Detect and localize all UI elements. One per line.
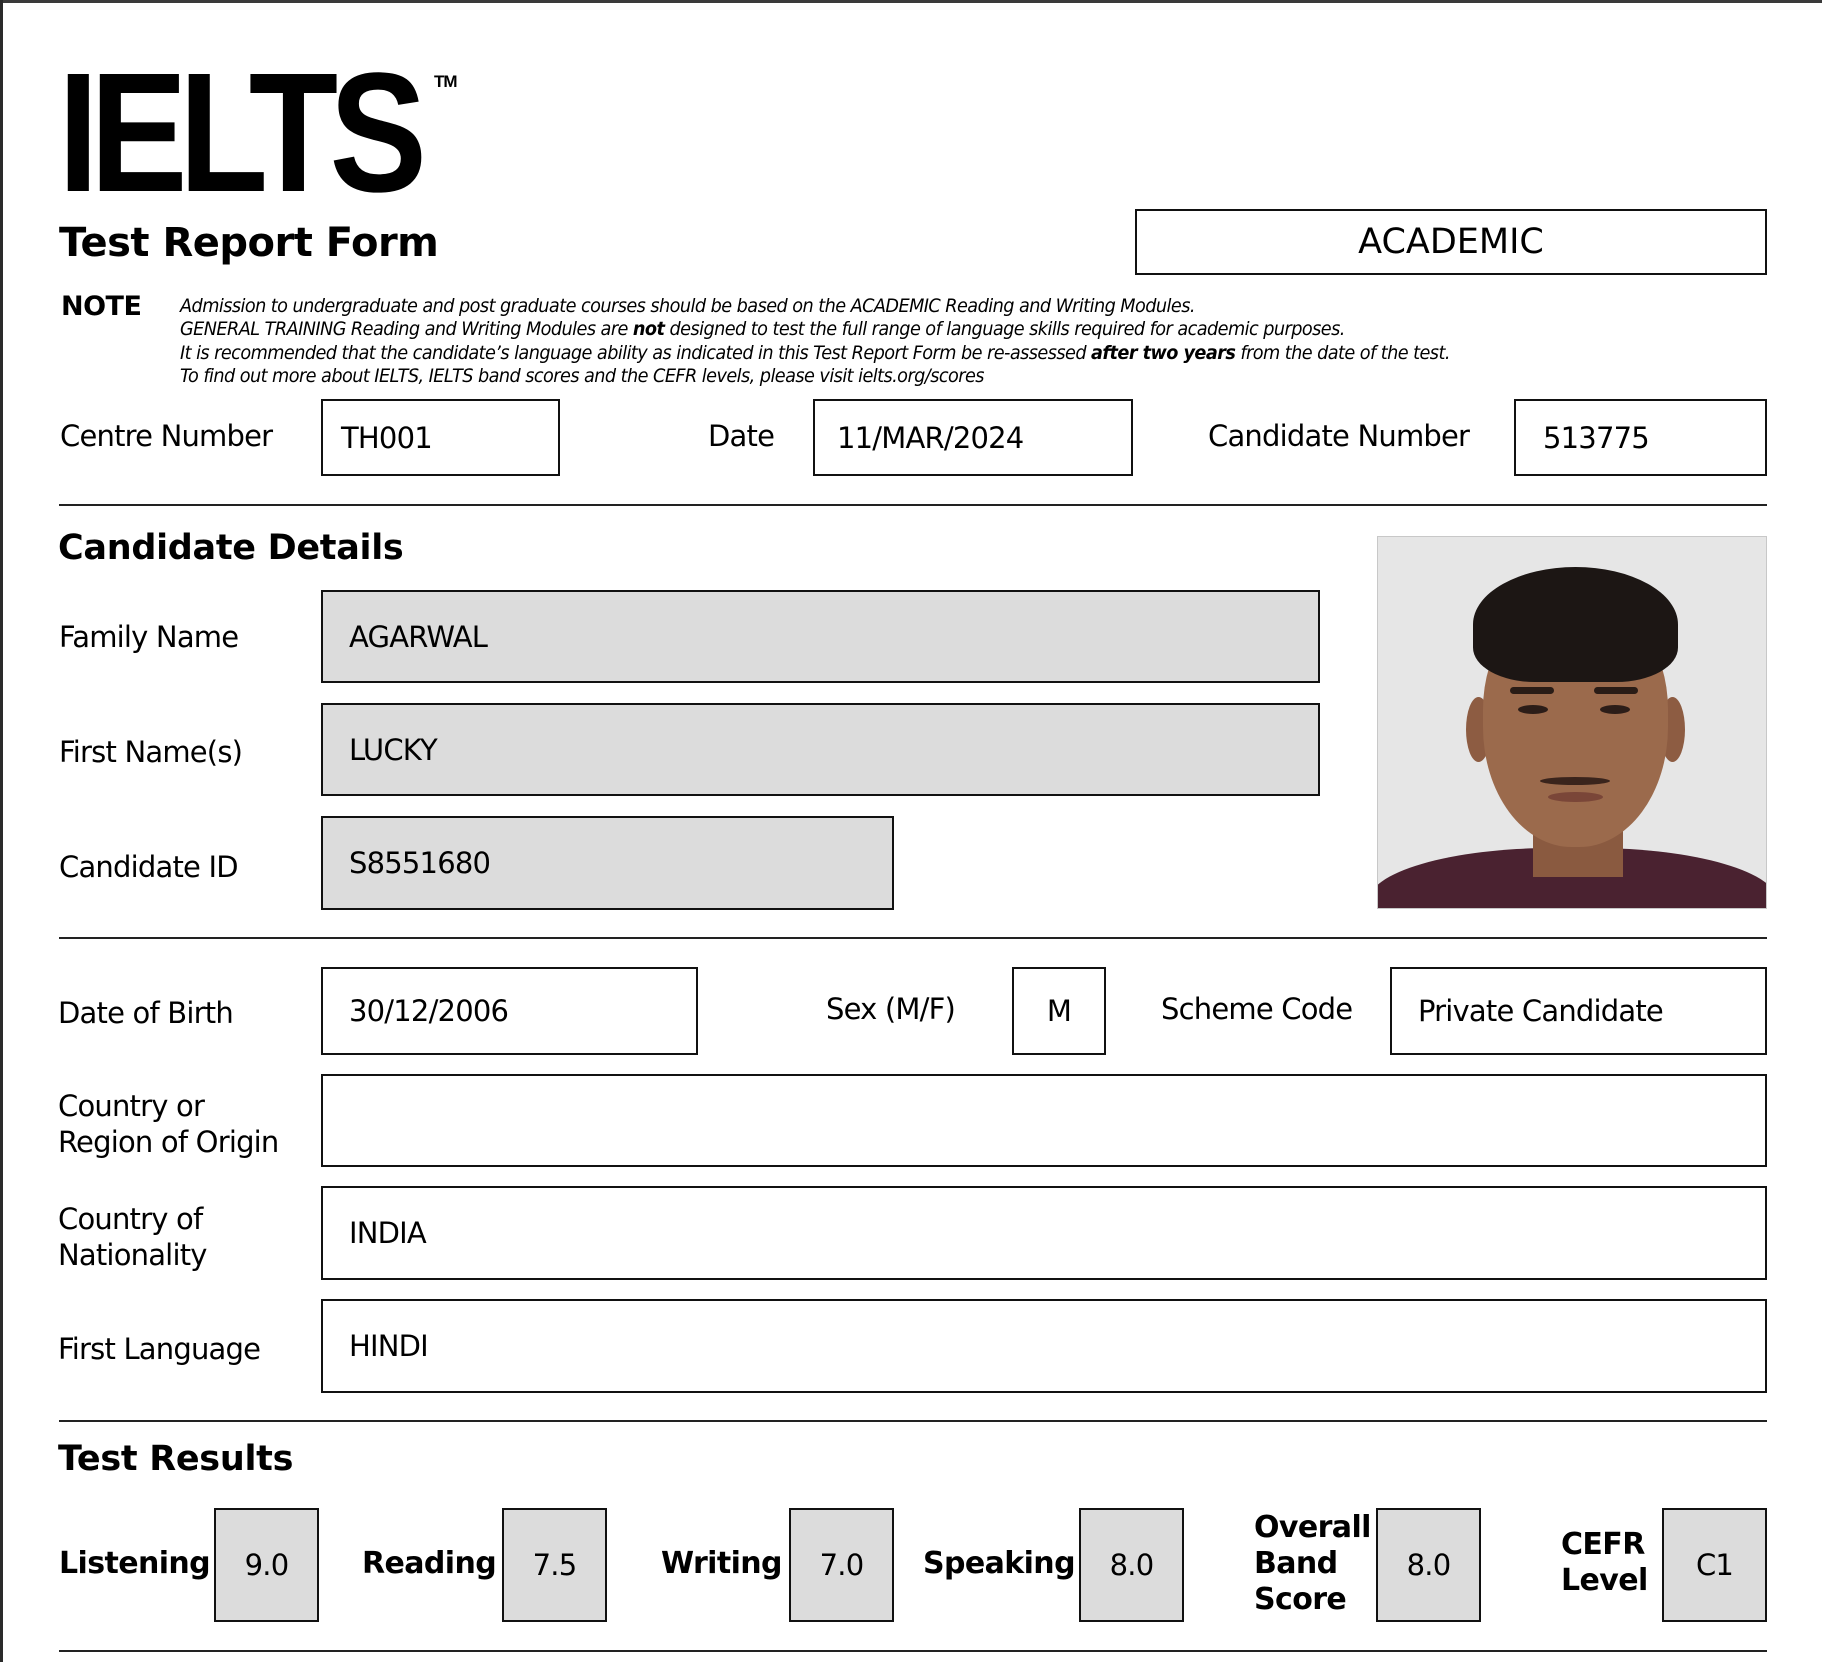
photo-mustache [1540, 777, 1610, 785]
sex-field [1012, 967, 1106, 1055]
ielts-logo: IELTS [58, 38, 419, 228]
cefr-level [1662, 1508, 1767, 1622]
divider [59, 504, 1767, 506]
first-name-label: First Name(s) [59, 735, 243, 769]
candidate-id-value: S8551680 [349, 846, 491, 880]
overall-label-line-2: Band [1254, 1546, 1338, 1581]
origin-label [58, 1088, 279, 1160]
origin-field [321, 1074, 1767, 1167]
photo-eye-left [1518, 705, 1548, 714]
note-line-4: To find out more about IELTS, IELTS band scores and the CEFR levels, please visit ielts.org/scores [180, 364, 984, 387]
candidate-photo [1377, 536, 1767, 909]
first-name-field [321, 703, 1320, 796]
nationality-field [321, 1186, 1767, 1280]
family-name-value: AGARWAL [349, 619, 488, 654]
overall-band-label [1254, 1510, 1371, 1618]
nationality-label-line-1: Country of [58, 1202, 203, 1236]
reading-score [502, 1508, 607, 1622]
reading-label: Reading [362, 1546, 497, 1581]
test-results-heading: Test Results [58, 1439, 294, 1479]
listening-score-value: 9.0 [244, 1548, 289, 1582]
overall-band-score [1376, 1508, 1481, 1622]
page-title: Test Report Form [59, 220, 439, 266]
note-text [180, 295, 1450, 388]
centre-number-label: Centre Number [60, 419, 273, 453]
speaking-score [1079, 1508, 1184, 1622]
module-box [1135, 209, 1767, 275]
origin-label-line-2: Region of Origin [58, 1125, 279, 1159]
note-line-2-text-end: designed to test the full range of language skills required for academic purposes. [664, 318, 1345, 341]
origin-label-line-1: Country or [58, 1089, 205, 1123]
writing-score [789, 1508, 894, 1622]
note-line-3-text: It is recommended that the candidate’s language ability as indicated in this Test Report Form be re-assessed [180, 341, 1092, 364]
speaking-label: Speaking [923, 1546, 1075, 1581]
candidate-number-label: Candidate Number [1208, 419, 1470, 453]
first-language-label: First Language [58, 1332, 261, 1366]
window-frame-top [0, 0, 1822, 3]
writing-score-value: 7.0 [819, 1548, 864, 1582]
nationality-value: INDIA [349, 1216, 426, 1250]
nationality-label [58, 1201, 207, 1273]
cefr-label-line-2: Level [1561, 1563, 1648, 1598]
window-frame-left [0, 0, 3, 1662]
centre-number-value: TH001 [341, 420, 432, 455]
test-date-value: 11/MAR/2024 [837, 420, 1024, 455]
note-line-3-text-end: from the date of the test. [1235, 341, 1450, 364]
scheme-code-field [1390, 967, 1767, 1055]
date-label: Date [708, 419, 775, 453]
speaking-score-value: 8.0 [1109, 1548, 1154, 1582]
cefr-level-label [1561, 1527, 1648, 1599]
note-line-1: Admission to undergraduate and post graduate courses should be based on the ACADEMIC Reading and Writing Modules. [180, 295, 1195, 317]
note-emphasis-not: not [632, 318, 665, 341]
dob-label: Date of Birth [58, 996, 233, 1030]
candidate-number-value: 513775 [1543, 420, 1649, 455]
first-language-value: HINDI [349, 1329, 428, 1363]
module-value: ACADEMIC [1358, 222, 1544, 262]
dob-field [321, 967, 698, 1055]
overall-band-score-value: 8.0 [1406, 1548, 1451, 1582]
divider [59, 1420, 1767, 1422]
sex-label: Sex (M/F) [826, 992, 956, 1026]
listening-score [214, 1508, 319, 1622]
candidate-id-label: Candidate ID [59, 850, 238, 884]
scheme-code-label: Scheme Code [1161, 992, 1353, 1026]
overall-label-line-1: Overall [1254, 1510, 1371, 1545]
scheme-code-value: Private Candidate [1418, 994, 1663, 1028]
family-name-field [321, 590, 1320, 683]
photo-brow-left [1510, 687, 1554, 694]
cefr-level-value: C1 [1695, 1548, 1734, 1582]
first-language-field [321, 1299, 1767, 1393]
divider [59, 1650, 1767, 1652]
candidate-id-field [321, 816, 894, 910]
sex-value: M [1046, 994, 1072, 1028]
reading-score-value: 7.5 [532, 1548, 577, 1582]
nationality-label-line-2: Nationality [58, 1238, 207, 1272]
first-name-value: LUCKY [349, 732, 437, 767]
divider [59, 937, 1767, 939]
photo-hair [1473, 567, 1678, 682]
note-line-2 [180, 318, 1450, 341]
cefr-label-line-1: CEFR [1561, 1527, 1645, 1562]
overall-label-line-3: Score [1254, 1582, 1347, 1617]
note-line-2-text: GENERAL TRAINING Reading and Writing Modules are [180, 318, 633, 341]
centre-number-field [321, 399, 560, 476]
photo-eye-right [1600, 705, 1630, 714]
note-line-3 [180, 342, 1450, 365]
trademark-mark: TM [434, 72, 457, 91]
candidate-details-heading: Candidate Details [58, 528, 404, 568]
family-name-label: Family Name [59, 620, 239, 654]
note-emphasis-two-years: after two years [1091, 341, 1236, 364]
dob-value: 30/12/2006 [349, 994, 509, 1028]
listening-label: Listening [59, 1546, 211, 1581]
candidate-number-field [1514, 399, 1767, 476]
test-date-field [813, 399, 1133, 476]
photo-mouth [1548, 792, 1603, 802]
note-label: NOTE [61, 291, 142, 322]
photo-brow-right [1594, 687, 1638, 694]
writing-label: Writing [661, 1546, 782, 1581]
